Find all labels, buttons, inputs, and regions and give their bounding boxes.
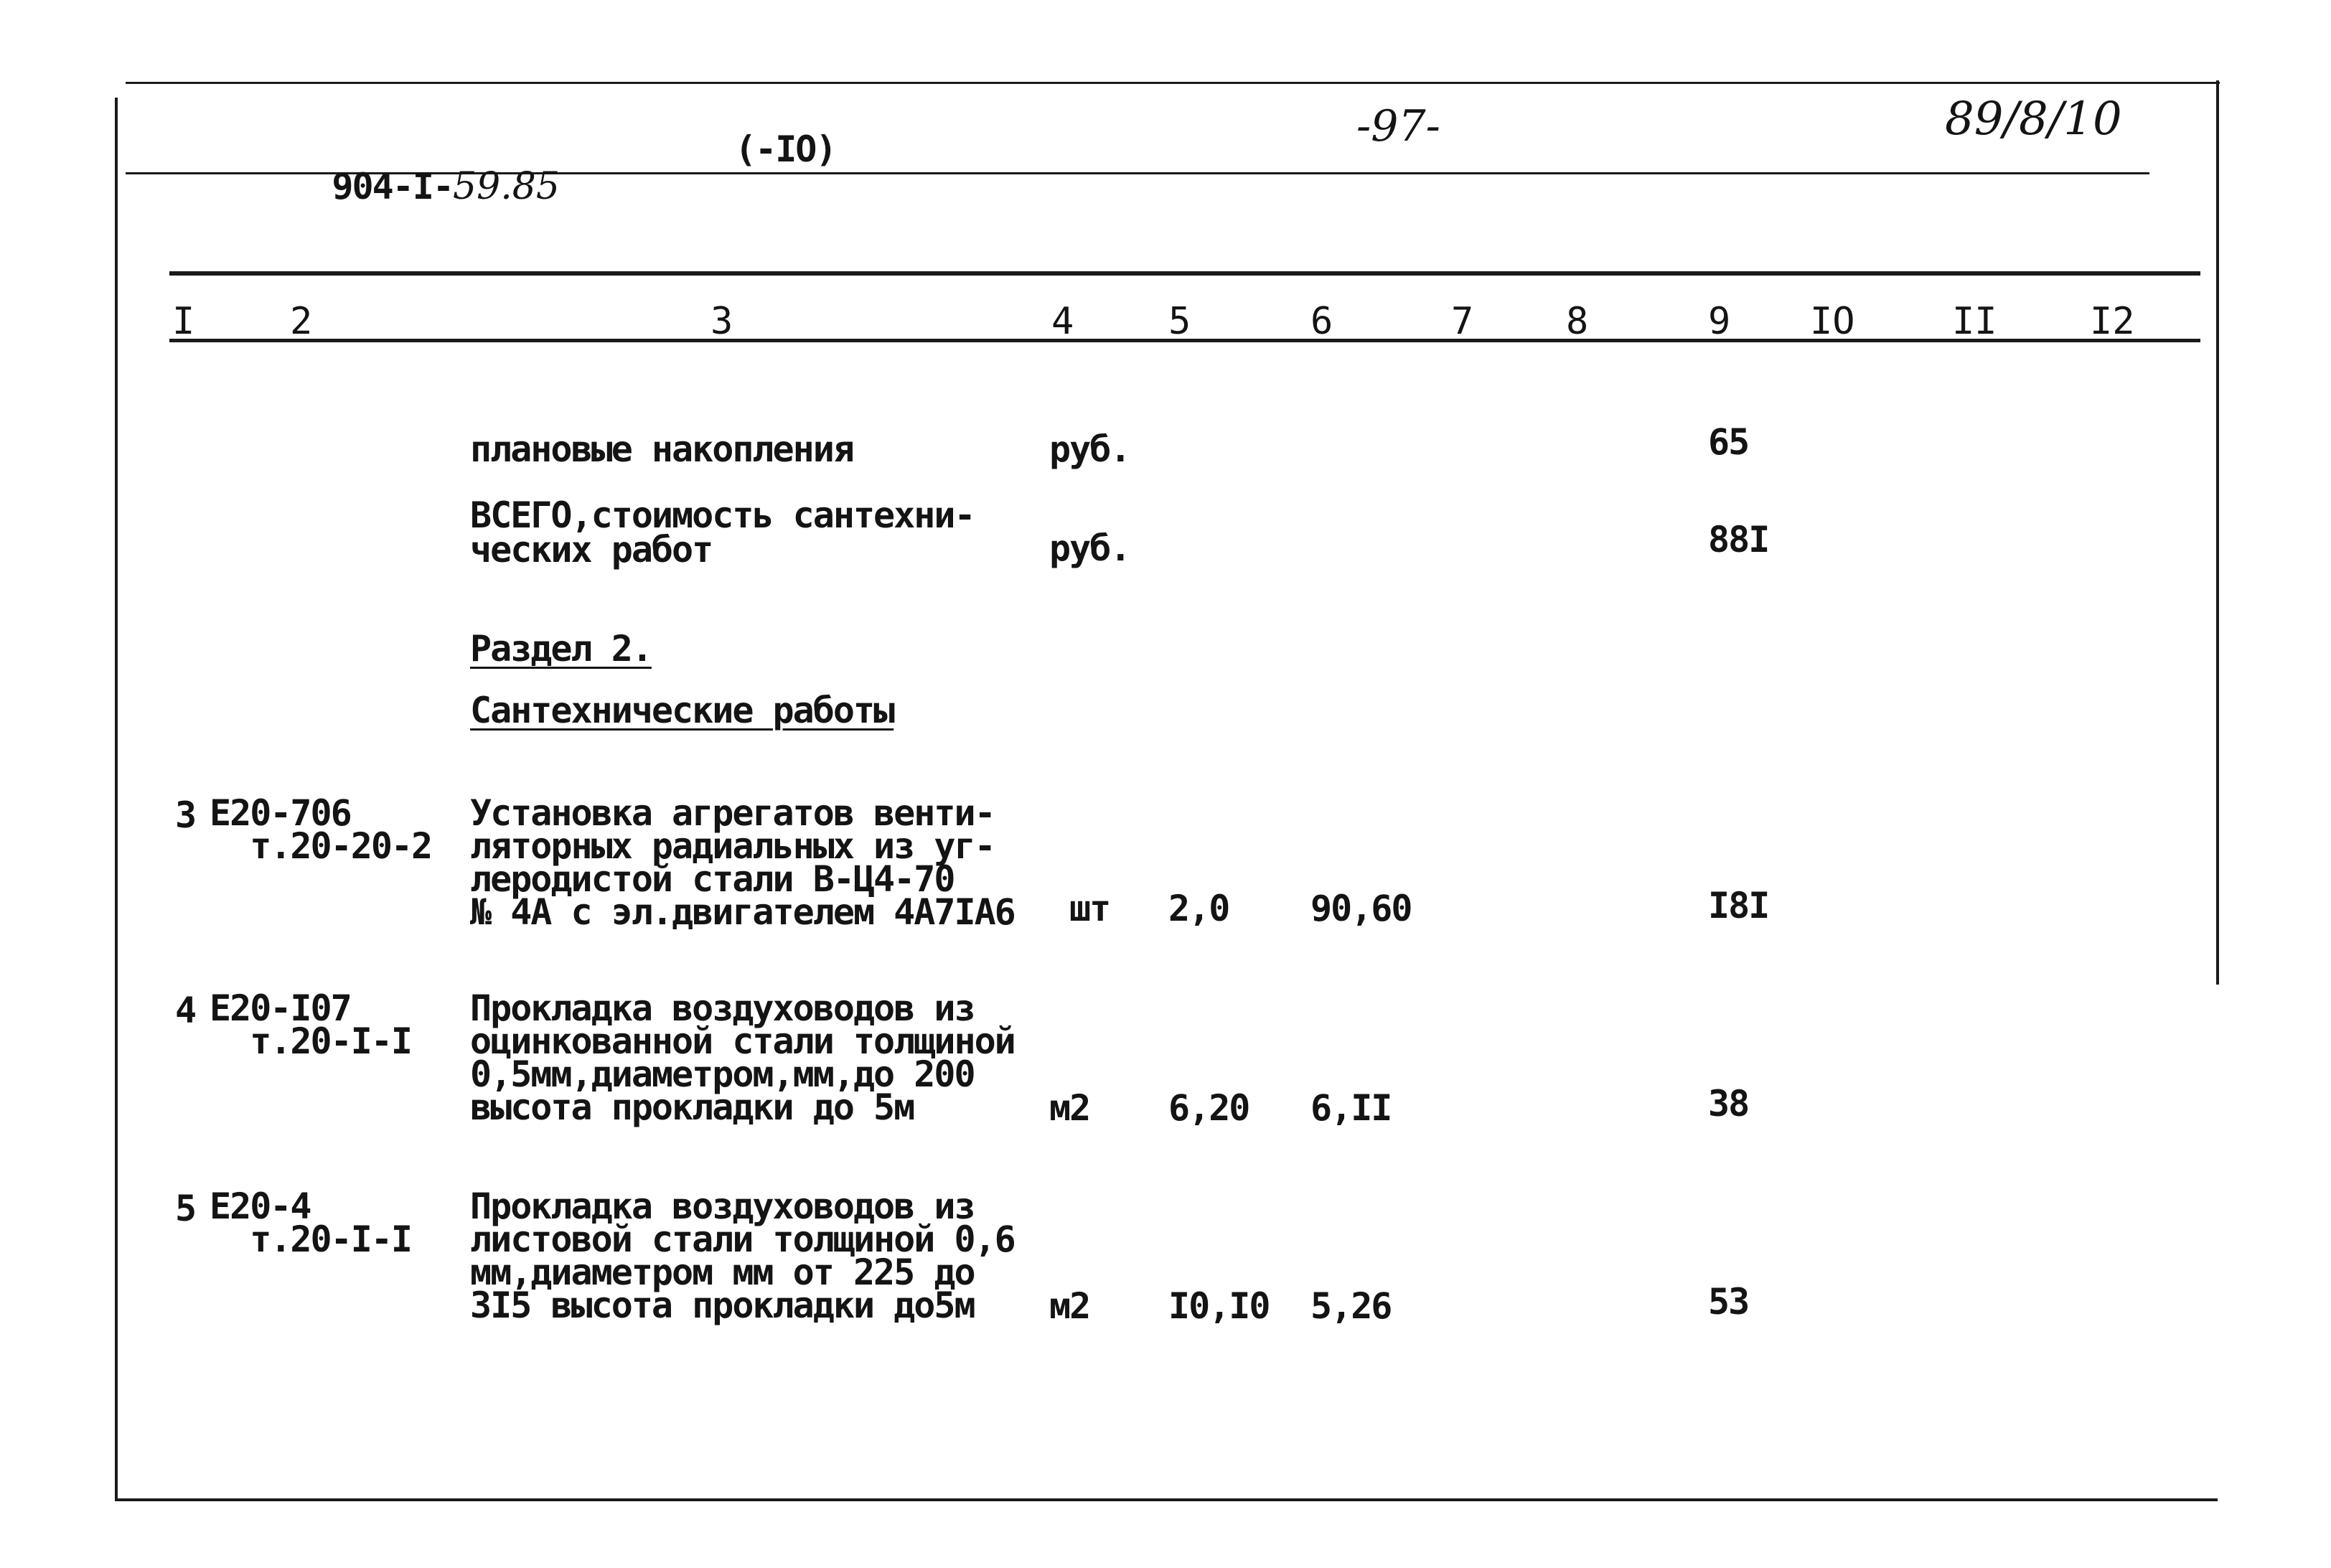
item-unit: м2 [1049,1285,1090,1327]
column-number: 6 [1310,300,1333,343]
item-total: 38 [1708,1083,1749,1125]
item-quantity: 2,0 [1168,888,1229,929]
summary-row-description: плановые накопления [470,428,853,470]
item-description: Установка агрегатов венти- ляторных радиальных из уг- леродистой стали В-Ц4-70 № 4А с эл.двигателем 4А7IА6 [470,792,1015,933]
summary-row-description: ВСЕГО,стоимость сантехни- ческих работ [470,494,975,571]
item-unit: м2 [1049,1087,1090,1129]
column-number: II [1952,300,1997,343]
left-border-line [115,98,118,1501]
column-number: 5 [1168,300,1191,343]
item-price: 6,II [1310,1087,1392,1129]
bottom-border-line [115,1498,2218,1501]
item-code: E20-4 т.20-I-I [210,1186,412,1260]
document-code-handwritten: 59.85 [453,165,560,208]
column-number: 7 [1451,300,1474,343]
item-total: 53 [1708,1281,1749,1323]
column-number: 9 [1708,300,1731,343]
summary-row-unit: руб. [1049,428,1130,470]
document-code [251,131,560,243]
item-price: 90,60 [1310,888,1412,929]
column-number: IO [1810,300,1855,343]
item-number: 4 [175,990,196,1031]
section-subtitle: Сантехнические работы [470,690,894,731]
item-price: 5,26 [1310,1285,1392,1327]
column-number: I2 [2090,300,2135,343]
right-border-line [2216,80,2219,985]
item-code: E20-706 т.20-20-2 [210,792,432,867]
page-number: -97- [1356,101,1440,151]
top-border-line [126,82,2220,84]
column-number: 2 [290,300,313,343]
summary-row-unit: руб. [1049,527,1130,569]
summary-row-total: 88I [1708,519,1769,560]
column-number: I [172,300,195,343]
section-title: Раздел 2. [470,628,652,670]
document-part: (-IO) [735,128,836,170]
item-quantity: 6,20 [1168,1087,1249,1129]
column-number: 8 [1566,300,1589,343]
item-number: 5 [175,1188,196,1229]
item-quantity: I0,I0 [1168,1285,1270,1327]
item-total: I8I [1708,885,1769,926]
document-code-printed: 904-I- [332,166,454,207]
item-description: Прокладка воздуховодов из оцинкованной стали толщиной 0,5мм,диаметром,мм,до 200 высота прокладки до 5м [470,987,1015,1128]
column-number: 3 [710,300,733,343]
item-description: Прокладка воздуховодов из листовой стали толщиной 0,6 мм,диаметром мм от 225 до 3I5 высота прокладки до5м [470,1186,1015,1326]
column-number: 4 [1051,300,1074,343]
item-unit: шт [1069,888,1110,929]
item-number: 3 [175,794,196,836]
item-code: E20-I07 т.20-I-I [210,987,412,1062]
summary-row-total: 65 [1708,421,1749,463]
table-top-line [169,271,2200,276]
sheet-number: 89/8/10 [1945,93,2122,146]
